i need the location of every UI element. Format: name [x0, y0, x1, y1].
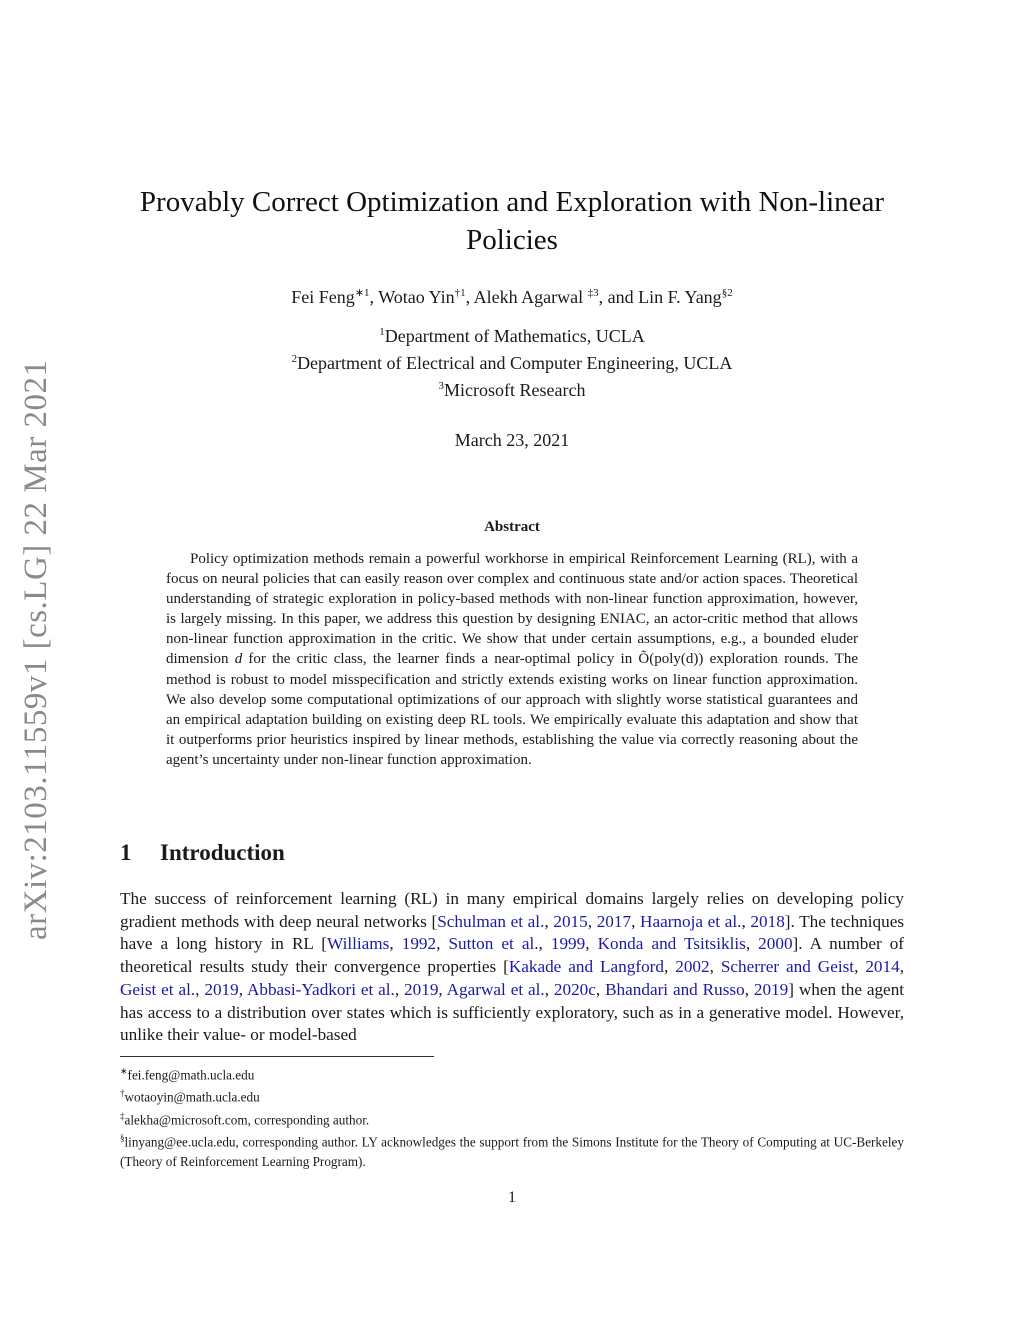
citation-link[interactable]: 2014 — [865, 957, 900, 977]
footnote-text: fei.feng@math.ucla.edu — [127, 1067, 255, 1083]
author-marks: ∗1 — [354, 287, 370, 299]
body-text: , — [709, 957, 721, 977]
abstract-text: exploration rounds. The method is robust to model misspecification and strictly extends existing works on linear function approximation. We also develop some computational optimizations of our approach with slightly worse statistical guarantees and an empirical adaptation building on existing deep RL tools. We empirically evaluate this adaptation and show that it outperforms prior heuristics inspired by linear methods, establishing the value via correctly reasoning about the agent’s uncertainty under non-linear function approximation. — [166, 651, 858, 768]
citation-link[interactable]: 2002 — [675, 957, 710, 977]
author-name: Fei Feng — [291, 287, 355, 307]
affiliation-text: Department of Electrical and Computer Engineering, UCLA — [297, 353, 733, 373]
footnote-mark: § — [120, 1133, 125, 1144]
citation-link[interactable]: 1992 — [401, 934, 437, 954]
author-marks: †1 — [454, 287, 466, 299]
citation-link[interactable]: 2019 — [404, 979, 439, 999]
affiliation-text: Microsoft Research — [444, 380, 586, 400]
body-text: , — [195, 979, 205, 999]
section-title: Introduction — [160, 840, 285, 865]
citation-link[interactable]: 2017 — [596, 911, 632, 931]
body-text: , — [389, 934, 402, 954]
body-text: ]. The techniques have a long history in RL [ — [120, 911, 905, 954]
math-variable: d — [234, 651, 243, 668]
footnote-text: alekha@microsoft.com, corresponding author. — [124, 1112, 370, 1128]
abstract-text: for the critic class, the learner finds a near-optimal policy in — [242, 651, 639, 668]
abstract-body — [166, 549, 858, 770]
footnotes — [120, 1062, 904, 1171]
section-heading — [120, 840, 720, 866]
body-text: , — [436, 934, 449, 954]
footnote-text: wotaoyin@math.ucla.edu — [124, 1089, 260, 1105]
body-text: , — [544, 979, 554, 999]
body-text: , — [854, 957, 866, 977]
introduction-paragraph — [120, 888, 904, 1047]
body-text: , — [663, 957, 676, 977]
citation-link[interactable]: Konda and Tsitsiklis — [597, 934, 746, 954]
paper-title: Provably Correct Optimization and Exploration with Non-linear Policies — [139, 186, 885, 256]
affiliation — [110, 375, 914, 402]
abstract-text: Policy optimization methods remain a powerful workhorse in empirical Reinforcement Learning (RL), with a focus on neural policies that can easily reason over complex and continuous state and/or action spaces. Theoretical understanding of strategic exploration in policy-based methods with non-linear function approximation, however, is largely missing. In this paper, we address this question by designing ENIAC, an actor-critic method that allows non-linear function approximation in the critic. We show that under certain assumptions, e.g., a bounded eluder dimension — [166, 551, 858, 668]
body-text: , — [595, 979, 606, 999]
footnote-mark: ∗ — [120, 1066, 128, 1076]
footnote-mark: ‡ — [120, 1110, 125, 1121]
footnote — [120, 1084, 904, 1106]
body-text: ]. A number of theoretical results study their convergence properties [ — [120, 934, 905, 977]
citation-link[interactable]: Geist et al. — [120, 979, 196, 999]
author-name: Alekh Agarwal — [473, 287, 588, 307]
body-text: , — [238, 979, 247, 999]
abstract-heading: Abstract — [484, 519, 540, 535]
citation-link[interactable]: Kakade and Langford — [508, 957, 664, 977]
citation-link[interactable]: 2000 — [758, 934, 793, 954]
author-separator: , — [465, 287, 474, 307]
body-text: ] when the agent has access to a distribution over states which is sufficiently exploratory, such as in a generative model. However, unlike their value- or model-based — [120, 979, 905, 1045]
citation-link[interactable]: 2020c — [553, 979, 596, 999]
citation-link[interactable]: Scherrer and Geist — [720, 957, 855, 977]
citation-link[interactable]: 1999 — [550, 934, 586, 954]
affiliation-number: 1 — [379, 326, 385, 338]
affiliation-number: 2 — [291, 353, 298, 365]
body-text: , — [631, 911, 641, 931]
author-marks: ‡3 — [587, 287, 599, 299]
body-text: , — [899, 957, 904, 977]
affiliation-text: Department of Mathematics, UCLA — [384, 326, 645, 346]
footnote-mark: † — [120, 1088, 125, 1099]
author-name: Wotao Yin — [378, 287, 455, 307]
body-text: , — [587, 911, 597, 931]
author-name: Lin F. Yang — [638, 287, 722, 307]
citation-link[interactable]: 2018 — [750, 911, 785, 931]
author-separator: , and — [598, 287, 639, 307]
author-marks: §2 — [721, 287, 733, 299]
page-number: 1 — [508, 1189, 516, 1206]
footnote — [120, 1107, 904, 1129]
paper-date: March 23, 2021 — [454, 430, 570, 450]
affiliation-number: 3 — [438, 380, 445, 392]
section-number: 1 — [120, 840, 132, 865]
body-text: , — [394, 979, 405, 999]
author-separator: , — [369, 287, 379, 307]
citation-link[interactable]: Agarwal et al. — [446, 979, 545, 999]
affiliation-list — [110, 321, 914, 402]
citation-link[interactable]: Bhandari and Russo — [605, 979, 745, 999]
author-list — [110, 280, 914, 310]
citation-link[interactable]: 2015 — [553, 911, 588, 931]
body-text: The success of reinforcement learning (RL) in many empirical domains largely relies on developing policy gradient methods with deep neural networks [ — [120, 889, 904, 931]
citation-link[interactable]: Haarnoja et al. — [640, 911, 742, 931]
citation-link[interactable]: 2019 — [753, 979, 789, 999]
body-text: , — [538, 934, 551, 954]
body-text: , — [744, 979, 754, 999]
affiliation — [110, 321, 914, 348]
body-text: , — [741, 911, 751, 931]
footnote — [120, 1062, 904, 1084]
footnote-text: linyang@ee.ucla.edu, corresponding author. LY acknowledges the support from the Simons Institute for the Theory of Computing at UC-Berkeley (Theory of Reinforcement Learning Program). — [120, 1134, 904, 1169]
citation-link[interactable]: Abbasi-Yadkori et al. — [246, 979, 395, 999]
citation-link[interactable]: Schulman et al. — [437, 911, 545, 931]
footnote-divider — [120, 1056, 434, 1057]
citation-link[interactable]: 2019 — [204, 979, 239, 999]
body-text: , — [544, 911, 554, 931]
body-text: , — [438, 979, 447, 999]
citation-link[interactable]: Sutton et al. — [448, 934, 539, 954]
body-text: , — [585, 934, 598, 954]
affiliation — [110, 348, 914, 375]
arxiv-identifier-stamp: arXiv:2103.11559v1 [cs.LG] 22 Mar 2021 — [18, 359, 54, 940]
footnote — [120, 1129, 904, 1170]
math-complexity: Õ(poly(d)) — [638, 651, 704, 668]
body-text: , — [745, 934, 759, 954]
citation-link[interactable]: Williams — [327, 934, 390, 954]
